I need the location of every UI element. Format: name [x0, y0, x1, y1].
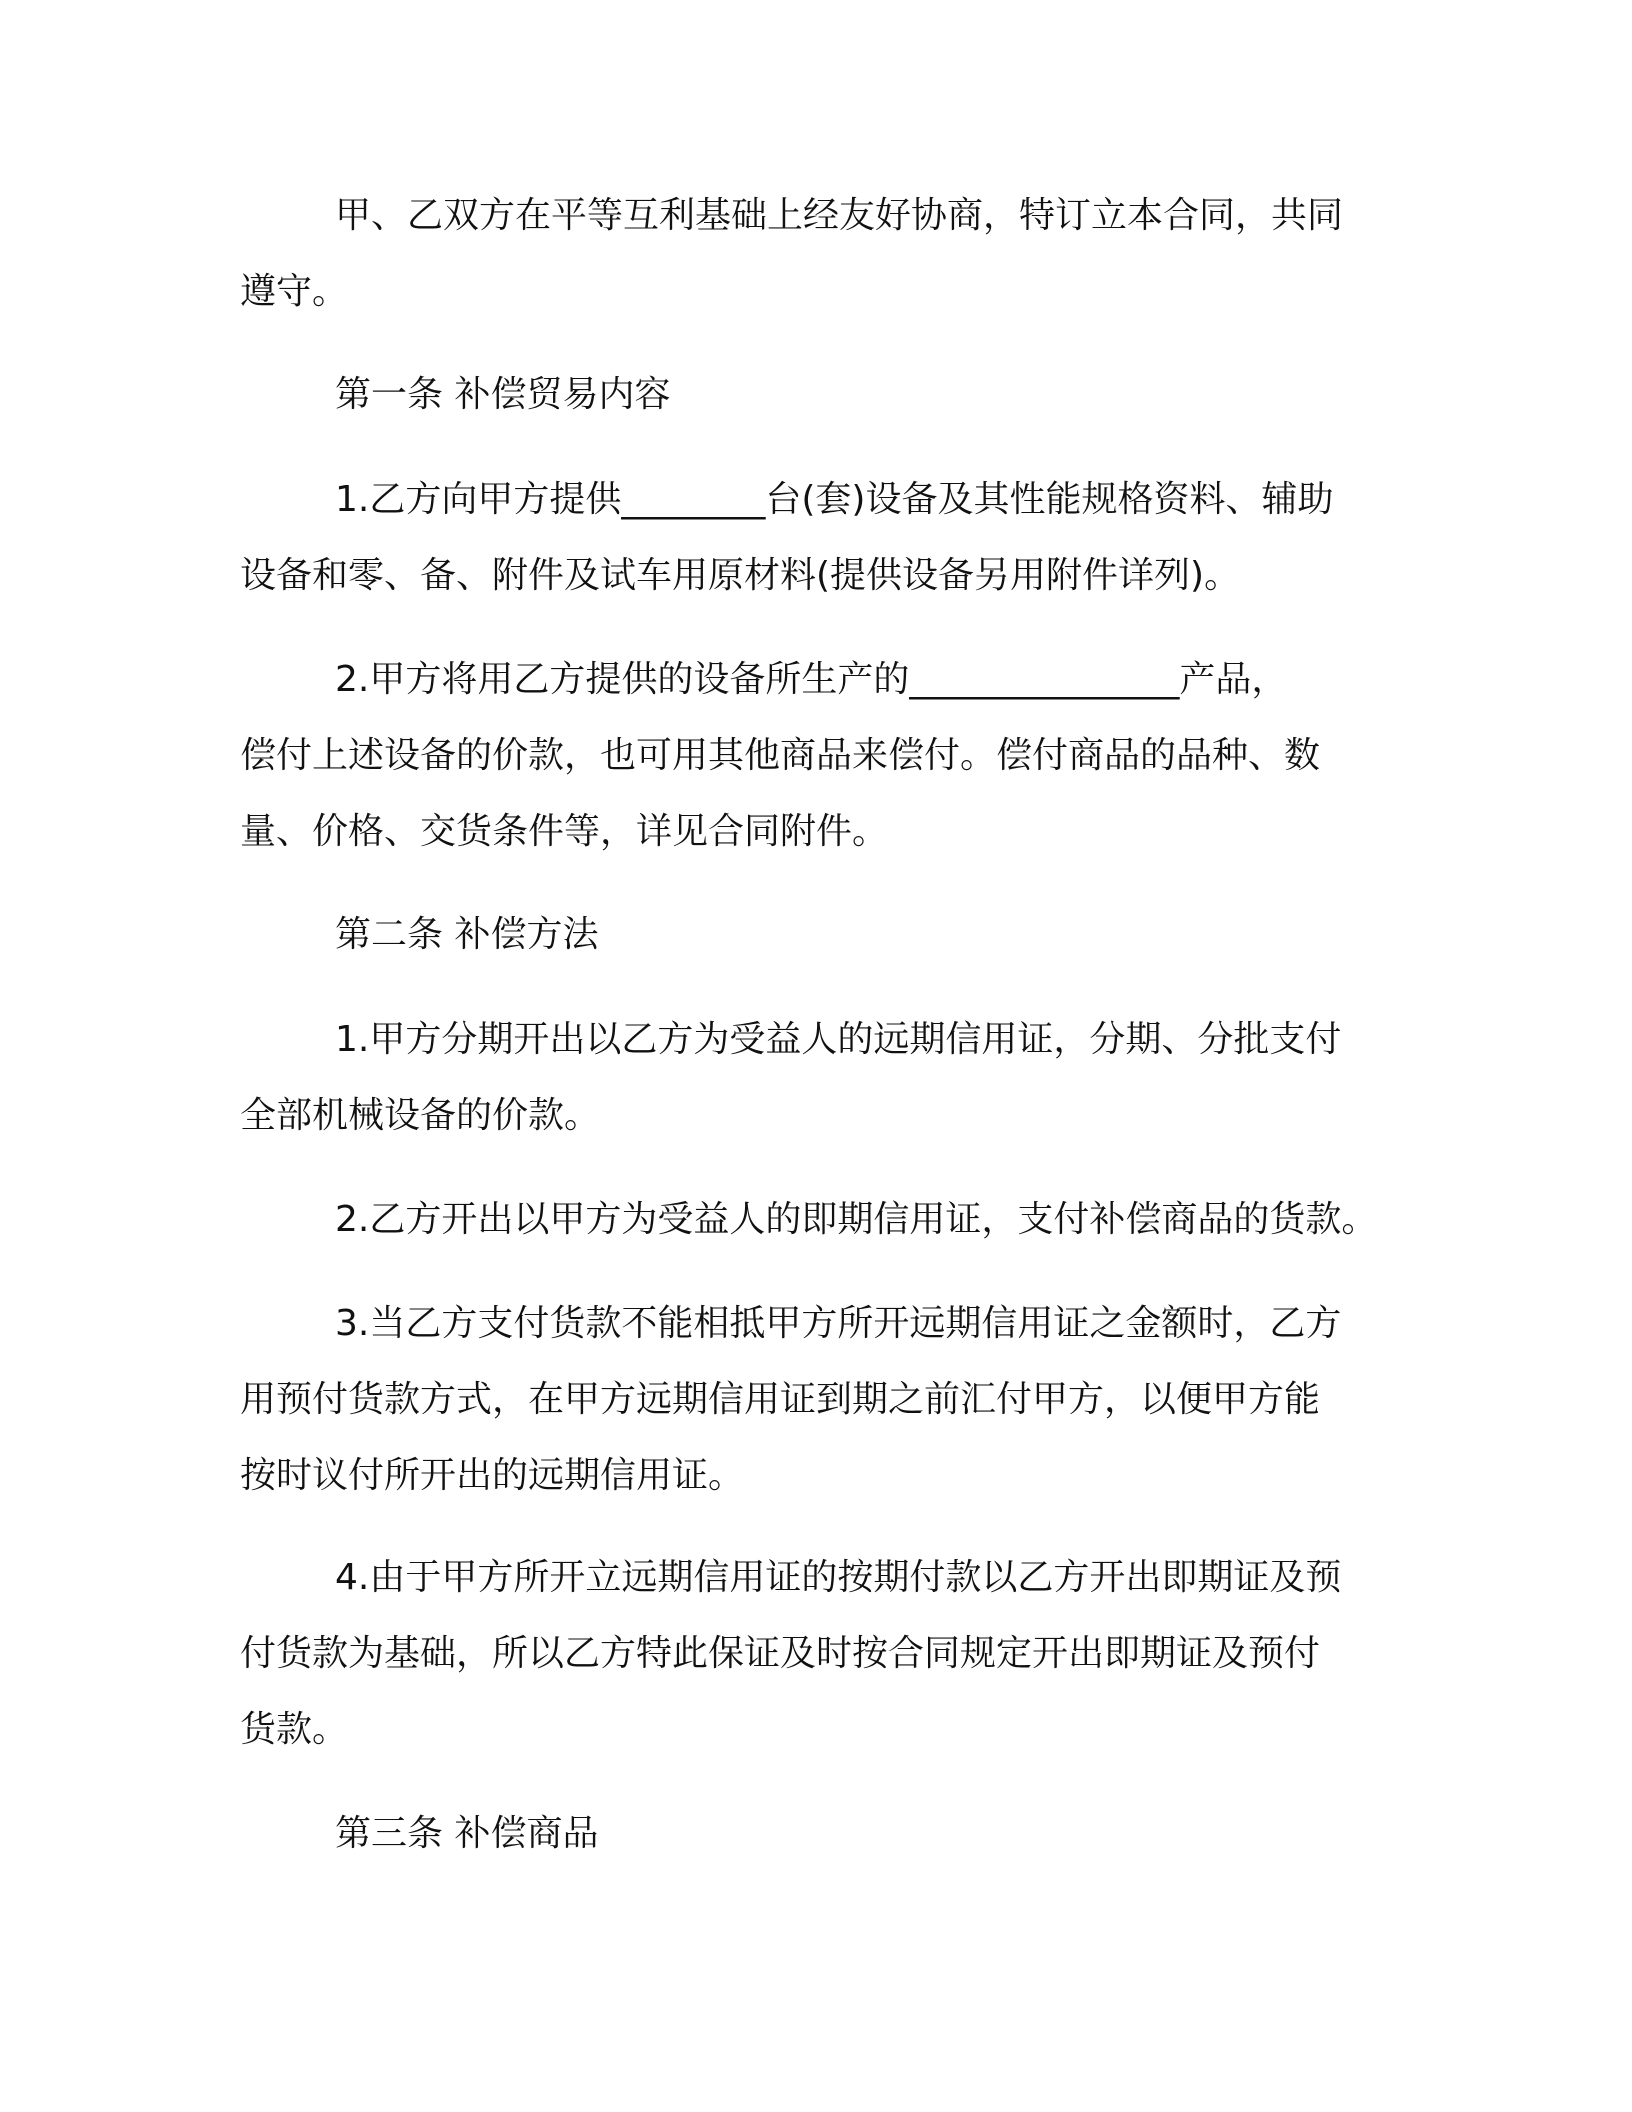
article-1-clause-1	[240, 462, 1400, 614]
intro-paragraph	[240, 178, 1400, 330]
article-2-clause-2	[240, 1182, 1400, 1258]
article-3-heading	[240, 1796, 1400, 1872]
paragraph-line: 2.乙方开出以甲方为受益人的即期信用证，支付补偿商品的货款。	[335, 1199, 1378, 1240]
paragraph-line: 2.甲方将用乙方提供的设备所生产的_______________产品，	[335, 659, 1288, 700]
paragraph-line: 货款。	[240, 1709, 349, 1750]
paragraph-line: 用预付货款方式，在甲方远期信用证到期之前汇付甲方，以便甲方能	[240, 1379, 1321, 1420]
paragraph-line: 1.甲方分期开出以乙方为受益人的远期信用证，分期、分批支付	[335, 1019, 1342, 1060]
paragraph-line: 4.由于甲方所开立远期信用证的按期付款以乙方开出即期证及预	[335, 1557, 1342, 1598]
paragraph-line: 按时议付所开出的远期信用证。	[240, 1455, 745, 1496]
article-2-clause-4	[240, 1540, 1400, 1768]
paragraph-line: 1.乙方向甲方提供________台(套)设备及其性能规格资料、辅助	[335, 479, 1334, 520]
heading-line: 第一条 补偿贸易内容	[335, 374, 671, 415]
article-2-clause-3	[240, 1286, 1400, 1514]
paragraph-line: 全部机械设备的价款。	[240, 1095, 601, 1136]
paragraph-line: 量、价格、交货条件等，详见合同附件。	[240, 811, 889, 852]
heading-line: 第三条 补偿商品	[335, 1813, 599, 1854]
article-2-heading	[240, 897, 1400, 973]
paragraph-line: 3.当乙方支付货款不能相抵甲方所开远期信用证之金额时，乙方	[335, 1303, 1342, 1344]
paragraph-line: 遵守。	[240, 271, 349, 312]
paragraph-line: 甲、乙双方在平等互利基础上经友好协商，特订立本合同，共同	[335, 195, 1344, 236]
paragraph-line: 偿付上述设备的价款，也可用其他商品来偿付。偿付商品的品种、数	[240, 735, 1321, 776]
article-2-clause-1	[240, 1002, 1400, 1154]
heading-line: 第二条 补偿方法	[335, 914, 599, 955]
paragraph-line: 设备和零、备、附件及试车用原材料(提供设备另用附件详列)。	[240, 555, 1241, 596]
paragraph-line: 付货款为基础，所以乙方特此保证及时按合同规定开出即期证及预付	[240, 1633, 1321, 1674]
article-1-clause-2	[240, 642, 1400, 870]
article-1-heading	[240, 357, 1400, 433]
